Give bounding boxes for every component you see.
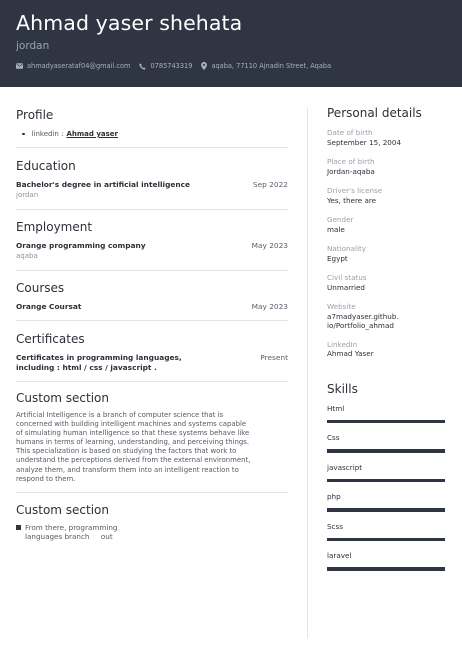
entry-title: Bachelor's degree in artificial intelligence	[16, 180, 191, 189]
profile-item	[22, 130, 288, 138]
section-title: Profile	[16, 108, 54, 122]
field-value: Jordan-aqaba	[327, 166, 375, 176]
entry-title: Orange Coursat	[16, 302, 82, 311]
paragraph-line: Artificial Intelligence is a branch of computer science that is	[16, 411, 224, 419]
skill-item	[327, 404, 447, 424]
custom-item-line2: languages branch out	[25, 532, 113, 542]
contact-email-text: ahmadyaserataf04@gmail.com	[27, 62, 131, 70]
skill-name: laravel	[327, 551, 352, 560]
field-label: Place of birth	[327, 157, 375, 166]
entry-subtitle: aqaba	[16, 252, 38, 260]
contact-address-text: aqaba, 77110 Ajnadin Street, Aqaba	[211, 62, 332, 70]
contact-email[interactable]	[16, 62, 130, 70]
resume-header	[0, 0, 462, 87]
entry-date: Present	[260, 353, 288, 362]
skill-item	[327, 522, 447, 542]
section-title: Skills	[327, 381, 358, 396]
profile-section	[16, 108, 288, 148]
personal-field	[327, 273, 447, 292]
envelope-icon	[16, 63, 23, 69]
field-value: September 15, 2004	[327, 137, 402, 147]
entry-subtitle: jordan	[16, 191, 39, 199]
section-divider	[16, 270, 288, 271]
section-title: Custom section	[16, 502, 110, 517]
personal-field	[327, 244, 447, 263]
contact-address	[201, 62, 331, 70]
contact-bar	[16, 62, 340, 70]
field-label: Gender	[327, 215, 354, 224]
section-title: Education	[16, 159, 76, 173]
personal-field-linkedin	[327, 340, 447, 359]
employment-entry	[16, 241, 288, 261]
field-label: Civil status	[327, 273, 367, 282]
skill-level-bar	[327, 567, 445, 571]
employment-section	[16, 220, 288, 271]
section-title: Courses	[16, 281, 65, 295]
paragraph-line: This specialization is based on studying the factors that work to	[16, 447, 237, 456]
field-value: male	[327, 224, 345, 234]
skill-level-bar	[327, 479, 445, 483]
profile-item-label: linkedin :	[31, 130, 64, 138]
entry-title: Orange programming company	[16, 241, 146, 250]
entry-date: May 2023	[251, 241, 288, 250]
custom-section-1	[16, 391, 288, 493]
personal-field	[327, 186, 447, 205]
section-title: Custom section	[16, 391, 110, 405]
course-entry	[16, 302, 288, 312]
entry-title-line1: Certificates in programming languages,	[16, 353, 182, 362]
skill-name: Html	[327, 403, 345, 413]
skill-item	[327, 463, 447, 483]
paragraph-line: of simulating human intelligence so that these systems behave like	[16, 429, 250, 438]
section-divider	[16, 381, 288, 382]
custom-section-2	[16, 503, 288, 542]
main-column	[16, 108, 288, 542]
website-line1: a7madyaser.github.	[327, 311, 399, 321]
skill-item	[327, 433, 447, 453]
phone-icon	[139, 63, 146, 70]
education-section	[16, 159, 288, 210]
personal-field	[327, 128, 447, 147]
custom-item	[16, 523, 288, 542]
certificate-entry	[16, 353, 288, 373]
skill-level-bar	[327, 508, 445, 512]
personal-field	[327, 157, 447, 176]
skill-level-bar	[327, 449, 445, 453]
certificates-section	[16, 332, 288, 382]
paragraph-line: analyze them, and transform them into an intelligent reaction to	[16, 465, 239, 474]
personal-field-website	[327, 302, 447, 331]
education-entry	[16, 180, 288, 200]
courses-section	[16, 281, 288, 321]
bullet-icon	[22, 133, 25, 136]
field-value: Unmarried	[327, 282, 365, 292]
entry-date: May 2023	[251, 302, 288, 311]
map-pin-icon	[201, 62, 207, 70]
entry-date: Sep 2022	[252, 180, 288, 189]
section-divider	[16, 209, 288, 210]
custom-item-line1: From there, programming	[25, 522, 118, 532]
candidate-name: Ahmad yaser shehata	[16, 11, 243, 35]
entry-title-line2: including : html / css / javascript .	[16, 363, 157, 372]
section-title: Personal details	[327, 106, 422, 120]
section-divider	[16, 147, 288, 148]
personal-field	[327, 215, 447, 234]
field-label: Nationality	[327, 244, 367, 253]
section-title: Employment	[16, 220, 93, 234]
paragraph-line: concerned with building intelligent machines and systems capable	[16, 420, 247, 429]
skill-level-bar	[327, 538, 445, 542]
website-line2: io/Portfolio_ahmad	[327, 321, 394, 330]
field-label: Website	[327, 302, 356, 311]
candidate-location: jordan	[16, 40, 50, 52]
linkedin-value[interactable]: Ahmad Yaser	[327, 349, 374, 358]
sidebar-column	[327, 106, 447, 571]
column-divider	[307, 108, 308, 638]
skill-name: php	[327, 492, 341, 501]
field-value: Egypt	[327, 253, 348, 263]
field-label: Driver's license	[327, 186, 383, 195]
paragraph-line: understand the perceptions derived from the external environment,	[16, 456, 251, 465]
skill-name: javascript	[327, 462, 363, 472]
field-value: Yes, there are	[327, 195, 377, 205]
section-divider	[16, 492, 288, 493]
field-label: LinkedIn	[327, 339, 358, 349]
paragraph-line: humans in terms of learning, understanding, and perceiving things.	[16, 438, 250, 447]
website-link[interactable]	[327, 312, 447, 331]
skill-level-bar	[327, 420, 445, 424]
skill-item	[327, 551, 447, 571]
custom-paragraph	[16, 411, 288, 484]
square-bullet-icon	[16, 525, 21, 530]
field-label: Date of birth	[327, 128, 373, 137]
contact-phone-text: 0785743319	[150, 62, 193, 70]
contact-phone[interactable]	[139, 62, 192, 70]
skill-name: Css	[327, 433, 340, 442]
linkedin-link[interactable]: Ahmad yaser	[66, 130, 118, 138]
skill-item	[327, 492, 447, 512]
section-divider	[16, 320, 288, 321]
paragraph-line: respond to them.	[16, 474, 76, 483]
section-title: Certificates	[16, 332, 85, 346]
skill-name: Scss	[327, 521, 344, 531]
